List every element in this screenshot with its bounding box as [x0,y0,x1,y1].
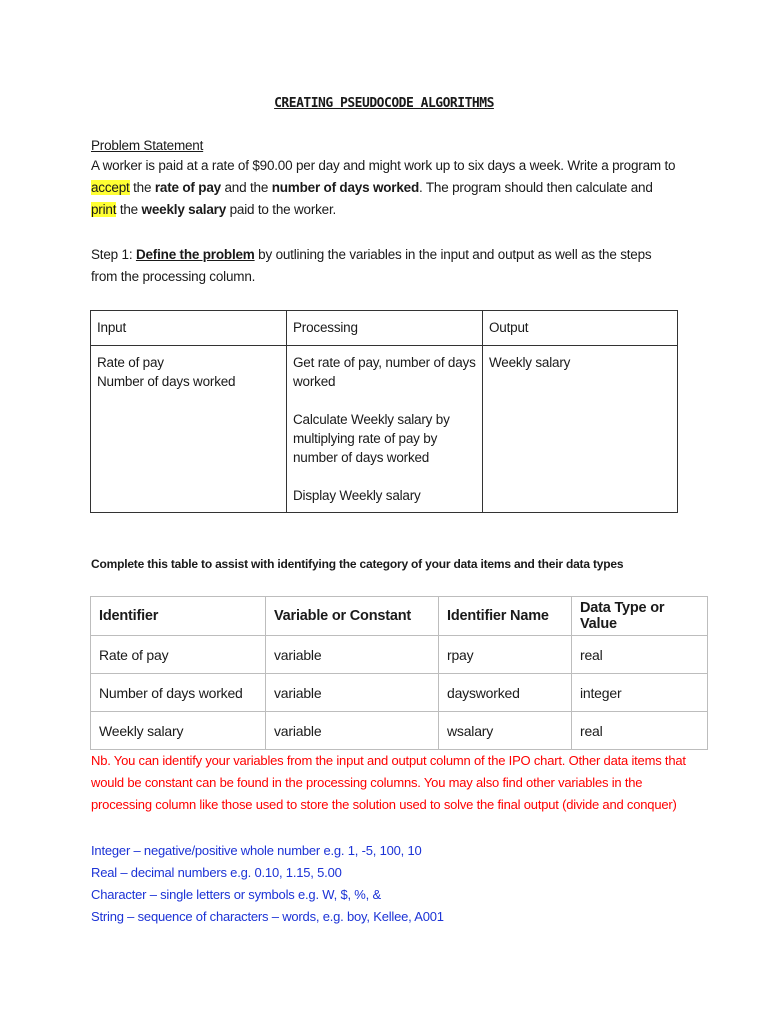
table-cell: Weekly salary [91,712,266,750]
highlight-accept: accept [91,180,130,195]
highlight-print: print [91,202,117,217]
problem-heading: Problem Statement [91,138,204,153]
table-cell: real [572,636,708,674]
table-cell: variable [266,712,439,750]
table-row [91,636,708,674]
ipo-header-processing: Processing [287,311,483,346]
table-cell: variable [266,674,439,712]
problem-text-4: . The program should then calculate and [419,180,653,195]
step-1-text [91,244,681,288]
problem-statement [91,155,681,221]
problem-text-1: A worker is paid at a rate of $90.00 per day and might work up to six days a week. Write a program to [91,158,676,173]
problem-text-6: paid to the worker. [226,202,337,217]
ipo-processing-step: Calculate Weekly salary by multiplying rate of pay by number of days worked [293,412,450,465]
ipo-header-row [91,311,678,346]
ipo-input-line: Rate of pay [97,355,164,370]
bold-rate-of-pay: rate of pay [154,180,221,195]
table-cell: Rate of pay [91,636,266,674]
table-cell: wsalary [439,712,572,750]
bold-weekly-salary: weekly salary [141,202,227,217]
problem-text-2: the [129,180,155,195]
ipo-table [90,310,678,513]
problem-heading-line [91,135,681,157]
table-cell: Number of days worked [91,674,266,712]
data-type-string: String – sequence of characters – words, e.g. boy, Kellee, A001 [91,909,444,924]
ipo-header-input: Input [91,311,287,346]
items-header-row [91,597,708,636]
table-cell: daysworked [439,674,572,712]
data-type-integer: Integer – negative/positive whole number e.g. 1, -5, 100, 10 [91,843,422,858]
ipo-body-row [91,346,678,513]
ipo-header-output: Output [483,311,678,346]
variables-note: Nb. You can identify your variables from the input and output column of the IPO chart. Other data items that would be constant can be found in the processing columns. You may also find other variables in the processing column like those used to store the solution used to solve the final output (divide and conquer) [91,753,686,812]
bold-days-worked: number of days worked [271,180,420,195]
page-title: CREATING PSEUDOCODE ALGORITHMS [274,96,494,111]
items-header-data-type: Data Type or Value [572,597,708,636]
table-cell: variable [266,636,439,674]
data-items-table [90,596,708,750]
ipo-input-line: Number of days worked [97,374,236,389]
ipo-input-cell [91,346,287,513]
table-cell: rpay [439,636,572,674]
ipo-processing-step: Display Weekly salary [293,488,421,503]
table-cell: real [572,712,708,750]
table-cell: integer [572,674,708,712]
ipo-processing-cell [287,346,483,513]
items-header-variable-constant: Variable or Constant [266,597,439,636]
table-row [91,712,708,750]
data-types-list [91,840,444,928]
step-1-prefix: Step 1: [91,247,136,262]
items-header-identifier: Identifier [91,597,266,636]
table-row [91,674,708,712]
table-instruction: Complete this table to assist with identifying the category of your data items and their data types [91,557,624,571]
items-header-identifier-name: Identifier Name [439,597,572,636]
ipo-output-cell: Weekly salary [483,346,678,513]
problem-text-5: the [116,202,142,217]
step-1-rest: by outlining the variables in the input and output as well as the steps from the processing column. [91,247,652,284]
step-1-define: Define the problem [135,247,255,262]
data-type-character: Character – single letters or symbols e.g. W, $, %, & [91,887,381,902]
data-type-real: Real – decimal numbers e.g. 0.10, 1.15, 5.00 [91,865,342,880]
ipo-processing-step: Get rate of pay, number of days worked [293,355,476,389]
problem-text-3: and the [220,180,272,195]
